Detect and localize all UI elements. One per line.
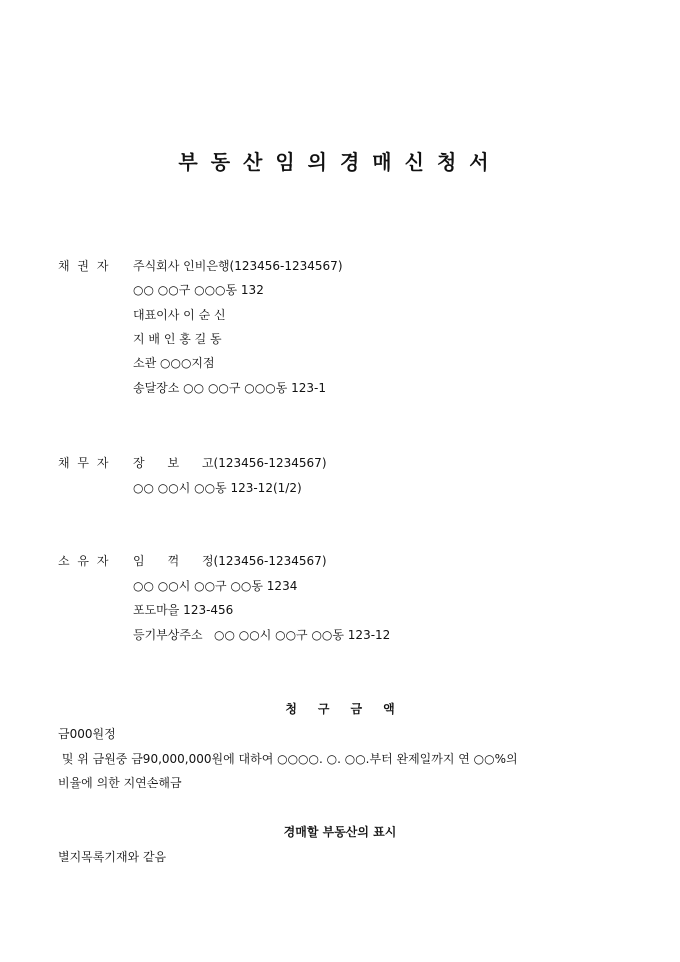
creditor-line: 지 배 인 홍 길 동 <box>133 332 222 346</box>
document-title: 부동산임의경매신청서 <box>178 150 502 174</box>
creditor-line: ○○ ○○구 ○○○동 132 <box>133 283 264 297</box>
owner-label: 소 유 자 <box>58 554 111 568</box>
creditor-line: 소관 ○○○지점 <box>133 356 215 370</box>
creditor-line: 송달장소 ○○ ○○구 ○○○동 123-1 <box>133 381 326 395</box>
creditor-line: 대표이사 이 순 신 <box>133 308 226 322</box>
creditor-line: 주식회사 인비은행(123456-1234567) <box>133 259 343 273</box>
debtor-line: ○○ ○○시 ○○동 123-12(1/2) <box>133 481 302 495</box>
debtor-line: 장 보 고(123456-1234567) <box>133 456 327 470</box>
owner-line: 포도마을 123-456 <box>133 603 234 617</box>
claim-heading: 청구금액 <box>285 702 416 716</box>
claim-text-line: 및 위 금원중 금90,000,000원에 대하여 ○○○○. ○. ○○.부터 완제일까지 연 ○○%의 <box>58 752 518 766</box>
creditor-label: 채 권 자 <box>58 259 111 273</box>
owner-line: ○○ ○○시 ○○구 ○○동 1234 <box>133 579 298 593</box>
claim-amount: 금000원정 <box>58 727 116 741</box>
property-text: 별지목록기재와 같음 <box>58 850 167 864</box>
owner-line: 등기부상주소 ○○ ○○시 ○○구 ○○동 123-12 <box>133 628 391 642</box>
claim-text-line: 비율에 의한 지연손해금 <box>58 776 182 790</box>
owner-line: 임 꺽 정(123456-1234567) <box>133 554 327 568</box>
property-heading: 경매할 부동산의 표시 <box>283 825 397 839</box>
debtor-label: 채 무 자 <box>58 456 111 470</box>
